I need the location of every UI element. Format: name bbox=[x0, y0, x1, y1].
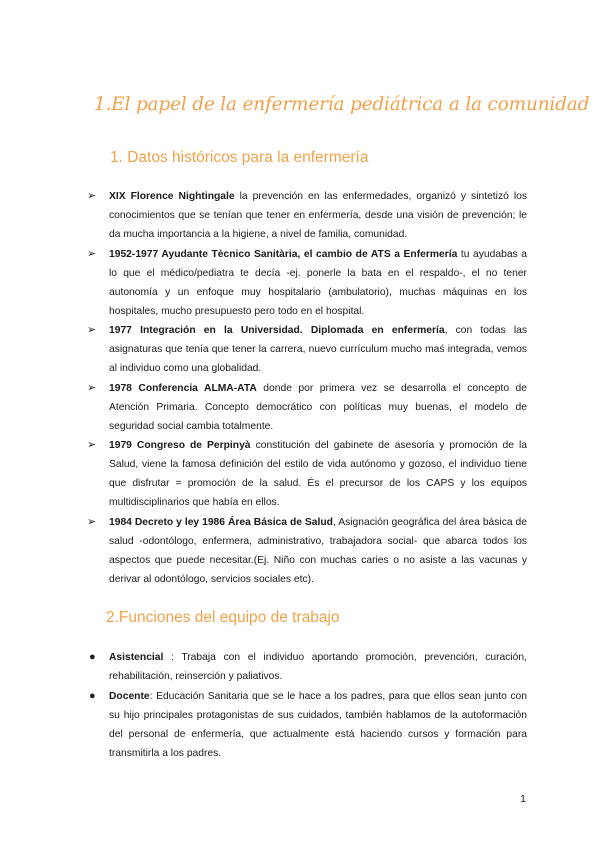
event-description: la prevención en las enfermedades, organizó y sintetizó los conocimientos que se tenían que tener en enfermería, desde una visión de prevención; le da mucha importancia a la higiene, a nivel de familia, comunidad. bbox=[109, 191, 528, 240]
document-title: 1.El papel de la enfermería pediátrica a la comunidad bbox=[94, 94, 590, 115]
list-item bbox=[87, 436, 527, 512]
event-title: XIX Florence Nightingale bbox=[109, 191, 235, 202]
event-description: tu ayudabas a lo que el médico/pediatra te decía -ej. ponerle la bata en el respaldo-, el no tener autonomía y un enfoque muy hospitalario (ambulatorio), muchas máquinas en los hospitales, mucho presupuesto pero todo en el hospital. bbox=[109, 248, 527, 317]
event-title: 1979 Congreso de Perpinyà bbox=[109, 440, 251, 451]
arrow-bullet-icon: ➢ bbox=[87, 381, 97, 394]
list-item bbox=[87, 321, 527, 378]
list-item bbox=[87, 245, 527, 321]
dot-bullet-icon: ● bbox=[89, 651, 96, 663]
section-heading-historical-data: 1. Datos históricos para la enfermería bbox=[110, 149, 369, 166]
function-title: Asistencial bbox=[109, 652, 164, 663]
event-title: 1978 Conferencia ALMA-ATA bbox=[109, 382, 257, 394]
event-title: 1952-1977 Ayudante Tècnico Sanitària, el cambio de ATS a Enfermería bbox=[109, 248, 458, 260]
section-heading-team-functions: 2.Funciones del equipo de trabajo bbox=[106, 609, 340, 626]
historical-events-list bbox=[87, 187, 527, 589]
arrow-bullet-icon: ➢ bbox=[87, 247, 97, 260]
event-title: 1984 Decreto y ley 1986 Área Básica de Salud bbox=[109, 516, 333, 528]
event-title: 1977 Integración en la Universidad. Diplomada en enfermería bbox=[109, 325, 445, 336]
function-description: : Educación Sanitaria que se le hace a los padres, para que ellos sean junto con su hijo principales protagonistas de sus cuidados, también hablamos de la autoformación del personal de enfermería, que actualmente está haciendo cursos y formación para transmitirla a los padres. bbox=[109, 690, 527, 759]
list-item bbox=[87, 513, 527, 589]
event-description: constitución del gabinete de asesoría y promoción de la Salud, viene la famosa definición del estilo de vida autónomo y gozoso, el individuo tiene que disfrutar = promoción de la salud. És el precursor de los CAPS y los equipos multidisciplinarios que había en ellos. bbox=[109, 440, 527, 508]
list-item bbox=[87, 187, 527, 244]
arrow-bullet-icon: ➢ bbox=[87, 439, 97, 451]
list-item bbox=[87, 379, 527, 436]
event-description: donde por primera vez se desarrolla el concepto de Atención Primaria. Concepto democrático con políticas muy buenas, el modelo de seguridad social cambia totalmente. bbox=[109, 382, 527, 432]
list-item bbox=[87, 687, 527, 763]
function-description: : Trabaja con el individuo aportando promoción, prevención, curación, rehabilitación, reinserción y paliativos. bbox=[109, 652, 527, 682]
arrow-bullet-icon: ➢ bbox=[87, 190, 97, 202]
team-functions-list bbox=[87, 648, 527, 763]
arrow-bullet-icon: ➢ bbox=[87, 515, 97, 528]
dot-bullet-icon: ● bbox=[89, 689, 96, 702]
page-number: 1 bbox=[520, 793, 526, 805]
arrow-bullet-icon: ➢ bbox=[87, 324, 97, 336]
event-description: , con todas las asignaturas que tenía que tener la carrera, nuevo currículum mucho maś integrada, vemos al individuo como una globalidad. bbox=[109, 325, 527, 374]
function-title: Docente bbox=[109, 690, 150, 702]
list-item bbox=[87, 648, 527, 686]
event-description: , Asignación geográfica del área básica de salud -odontólogo, enfermera, administrativo, trabajadora social- que abarca todos los aspectos que puede necesitar.(Ej. Niño con muchas caries o no asiste a las vacunas y derivar al odontólogo, servicios sociales etc). bbox=[109, 516, 528, 585]
